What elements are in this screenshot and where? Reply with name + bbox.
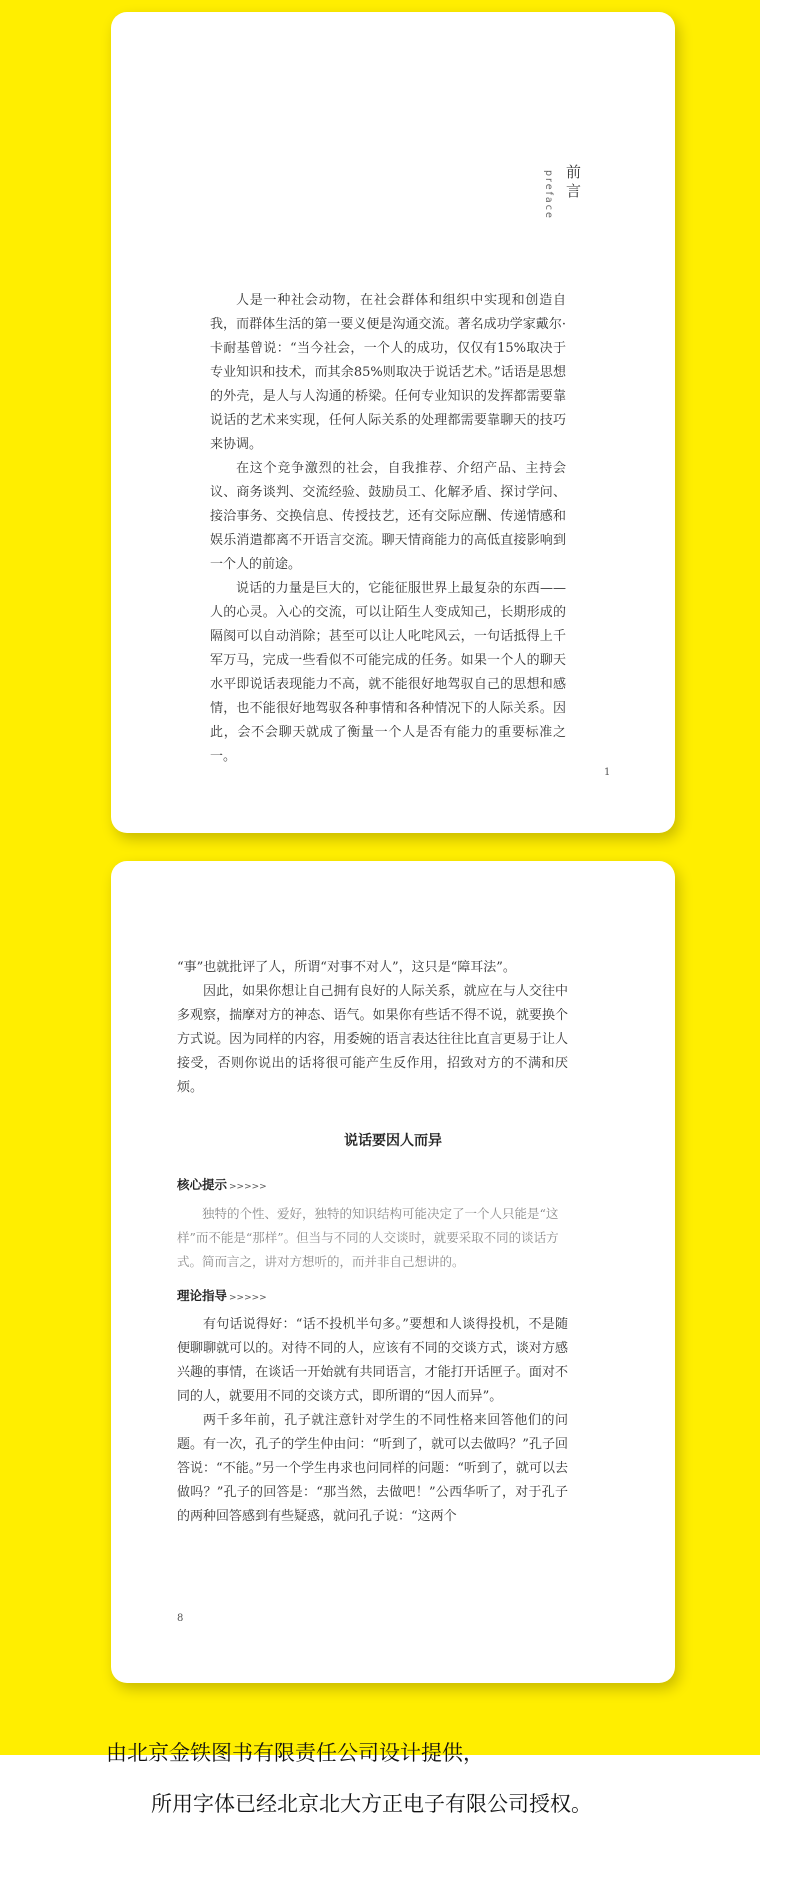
book-page-preface <box>111 12 675 833</box>
theory-label <box>177 1286 267 1304</box>
page-number: 1 <box>604 767 611 778</box>
paragraph: 说话的力量是巨大的，它能征服世界上最复杂的东西——人的心灵。入心的交流，可以让陌生人变成知己，长期形成的隔阂可以自动消除；甚至可以让人叱咤风云，一句话抵得上千军万马，完成一些看似不可能完成的任务。如果一个人的聊天水平即说话表现能力不高，就不能很好地驾驭自己的思想和感情，也不能很好地驾驭各种事情和各种情况下的人际关系。因此，会不会聊天就成了衡量一个人是否有能力的重要标准之一。 <box>210 581 566 764</box>
paragraph: “事”也就批评了人，所谓“对事不对人”，这只是“障耳法”。 <box>177 960 516 975</box>
continued-text <box>177 956 568 1100</box>
arrows-icon: >>>>> <box>229 1293 267 1303</box>
paragraph: 因此，如果你想让自己拥有良好的人际关系，就应在与人交往中多观察，揣摩对方的神态、语气。如果你有些话不得不说，就要换个方式说。因为同样的内容，用委婉的语言表达往往比直言更易于让人接受，否则你说出的话将很可能产生反作用，招致对方的不满和厌烦。 <box>177 984 568 1095</box>
theory-label-text: 理论指导 <box>177 1288 228 1303</box>
paragraph: 有句话说得好：“话不投机半句多。”要想和人谈得投机，不是随便聊聊就可以的。对待不同的人，应该有不同的交谈方式，谈对方感兴趣的事情，在谈话一开始就有共同语言，才能打开话匣子。面对不同的人，就要用不同的交谈方式，即所谓的“因人而异”。 <box>177 1317 568 1404</box>
page-number: 8 <box>177 1613 184 1624</box>
theory-body <box>177 1313 568 1529</box>
core-tip-label <box>177 1175 267 1193</box>
credit-line-design: 由北京金铁图书有限责任公司设计提供， <box>106 1741 484 1765</box>
section-title: 说话要因人而异 <box>344 1133 442 1149</box>
credit-line-font-license: 所用字体已经北京北大方正电子有限公司授权。 <box>151 1792 592 1816</box>
preface-heading <box>543 164 603 234</box>
paragraph: 两千多年前，孔子就注意针对学生的不同性格来回答他们的问题。有一次，孔子的学生仲由问：“听到了，就可以去做吗？”孔子回答说：“不能。”另一个学生冉求也问同样的问题：“听到了，就可以去做吗？”孔子的回答是：“那当然，去做吧！”公西华听了，对于孔子的两种回答感到有些疑惑，就问孔子说：“这两个 <box>177 1413 568 1524</box>
book-page-content <box>111 861 675 1683</box>
heading-english: preface <box>543 170 554 220</box>
paragraph: 人是一种社会动物，在社会群体和组织中实现和创造自我，而群体生活的第一要义便是沟通交流。著名成功学家戴尔·卡耐基曾说：“当今社会，一个人的成功，仅仅有15%取决于专业知识和技术，而其余85%则取决于说话艺术。”话语是思想的外壳，是人与人沟通的桥梁。任何专业知识的发挥都需要靠说话的艺术来实现，任何人际关系的处理都需要靠聊天的技巧来协调。 <box>210 293 566 452</box>
arrows-icon: >>>>> <box>229 1182 267 1192</box>
preface-body <box>210 289 566 769</box>
paragraph: 在这个竞争激烈的社会，自我推荐、介绍产品、主持会议、商务谈判、交流经验、鼓励员工、化解矛盾、探讨学问、接洽事务、交换信息、传授技艺，还有交际应酬、传递情感和娱乐消遣都离不开语言交流。聊天情商能力的高低直接影响到一个人的前途。 <box>210 461 566 572</box>
paragraph: 独特的个性、爱好，独特的知识结构可能决定了一个人只能是“这样”而不能是“那样”。但当与不同的人交谈时，就要采取不同的谈话方式。简而言之，讲对方想听的，而并非自己想讲的。 <box>177 1206 559 1269</box>
core-tip-text: 核心提示 <box>177 1177 228 1192</box>
core-tip-body <box>177 1202 568 1274</box>
heading-chinese: 前言 <box>564 164 582 202</box>
